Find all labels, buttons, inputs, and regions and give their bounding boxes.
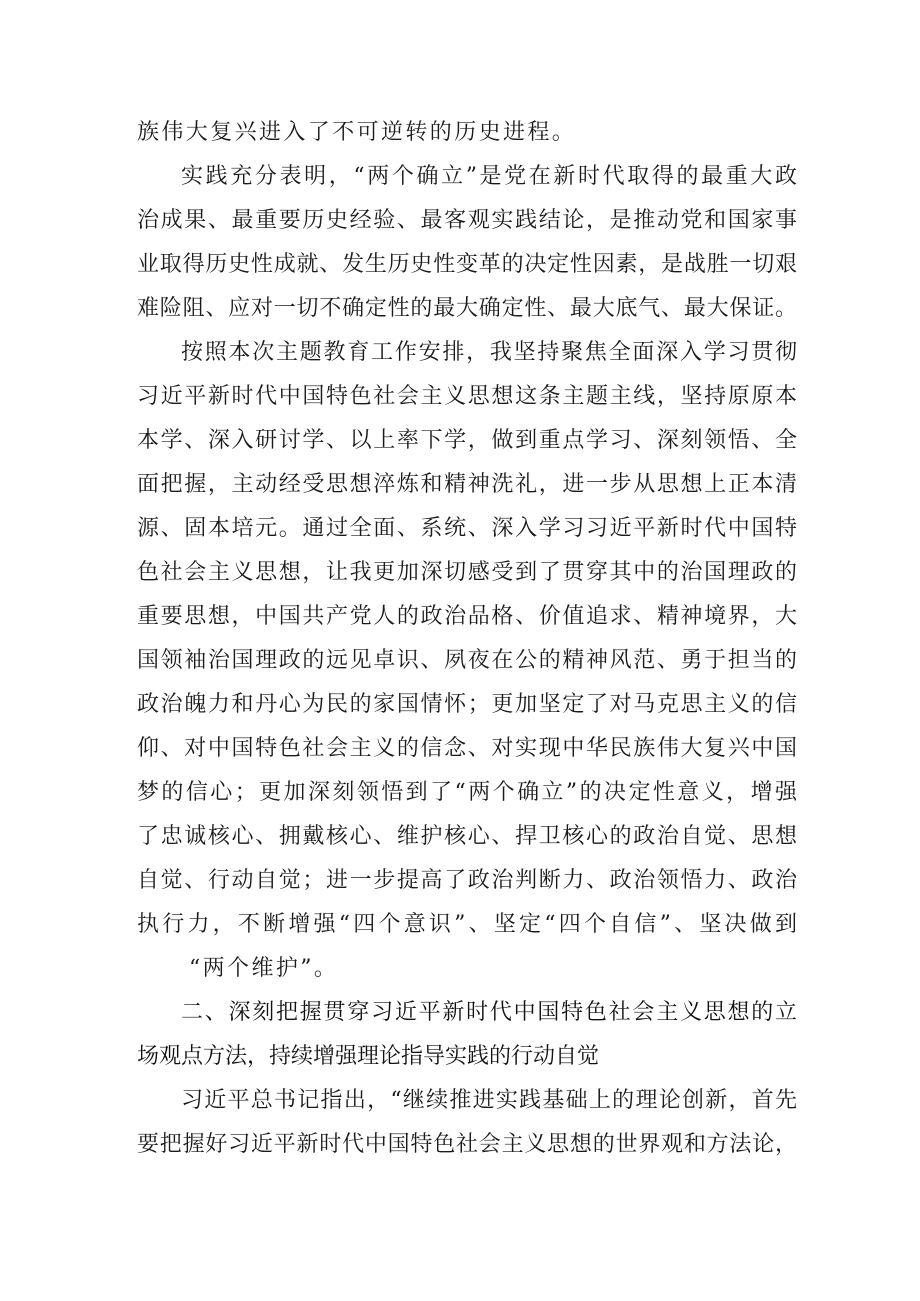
paragraph-first-line: 实践充分表明，“两个确立”是党在新时代取得的最重大政 bbox=[181, 164, 797, 189]
section-heading-continued: 场观点方法，持续增强理论指导实践的行动自觉 bbox=[137, 1044, 600, 1069]
text-line: 面把握，主动经受思想淬炼和精神洗礼，进一步从思想上正本清 bbox=[137, 472, 797, 497]
text-line: 要把握好习近平新时代中国特色社会主义思想的世界观和方法论， bbox=[137, 1132, 797, 1157]
text-line: 色社会主义思想，让我更加深切感受到了贯穿其中的治国理政的 bbox=[137, 560, 797, 585]
text-line: 国领袖治国理政的远见卓识、夙夜在公的精神风范、勇于担当的 bbox=[137, 648, 797, 673]
paragraph-first-line: 习近平总书记指出，“继续推进实践基础上的理论创新，首先 bbox=[181, 1088, 797, 1113]
text-line: 本学、深入研讨学、以上率下学，做到重点学习、深刻领悟、全 bbox=[137, 428, 797, 453]
text-line: 自觉、行动自觉；进一步提高了政治判断力、政治领悟力、政治 bbox=[137, 868, 797, 893]
text-line: 梦的信心；更加深刻领悟到了“两个确立”的决定性意义，增强 bbox=[137, 780, 797, 805]
section-heading: 二、深刻把握贯穿习近平新时代中国特色社会主义思想的立 bbox=[181, 1000, 797, 1025]
text-line: 了忠诚核心、拥戴核心、维护核心、捍卫核心的政治自觉、思想 bbox=[137, 824, 797, 849]
text-line: 难险阻、应对一切不确定性的最大确定性、最大底气、最大保证。 bbox=[137, 296, 797, 321]
text-line: 习近平新时代中国特色社会主义思想这条主题主线，坚持原原本 bbox=[137, 384, 797, 409]
text-line: “两个维护”。 bbox=[189, 956, 339, 981]
text-line: 治成果、最重要历史经验、最客观实践结论，是推动党和国家事 bbox=[137, 208, 797, 233]
text-line: 重要思想，中国共产党人的政治品格、价值追求、精神境界，大 bbox=[137, 604, 797, 629]
text-line: 源、固本培元。通过全面、系统、深入学习习近平新时代中国特 bbox=[137, 516, 797, 541]
text-line: 执行力，不断增强“四个意识”、坚定“四个自信”、坚决做到 bbox=[137, 912, 797, 937]
text-line: 政治魄力和丹心为民的家国情怀；更加坚定了对马克思主义的信 bbox=[137, 692, 797, 717]
paragraph-first-line: 按照本次主题教育工作安排，我坚持聚焦全面深入学习贯彻 bbox=[181, 340, 797, 365]
text-line: 业取得历史性成就、发生历史性变革的决定性因素，是战胜一切艰 bbox=[137, 252, 797, 277]
text-line: 仰、对中国特色社会主义的信念、对实现中华民族伟大复兴中国 bbox=[137, 736, 797, 761]
text-line: 族伟大复兴进入了不可逆转的历史进程。 bbox=[137, 120, 577, 145]
